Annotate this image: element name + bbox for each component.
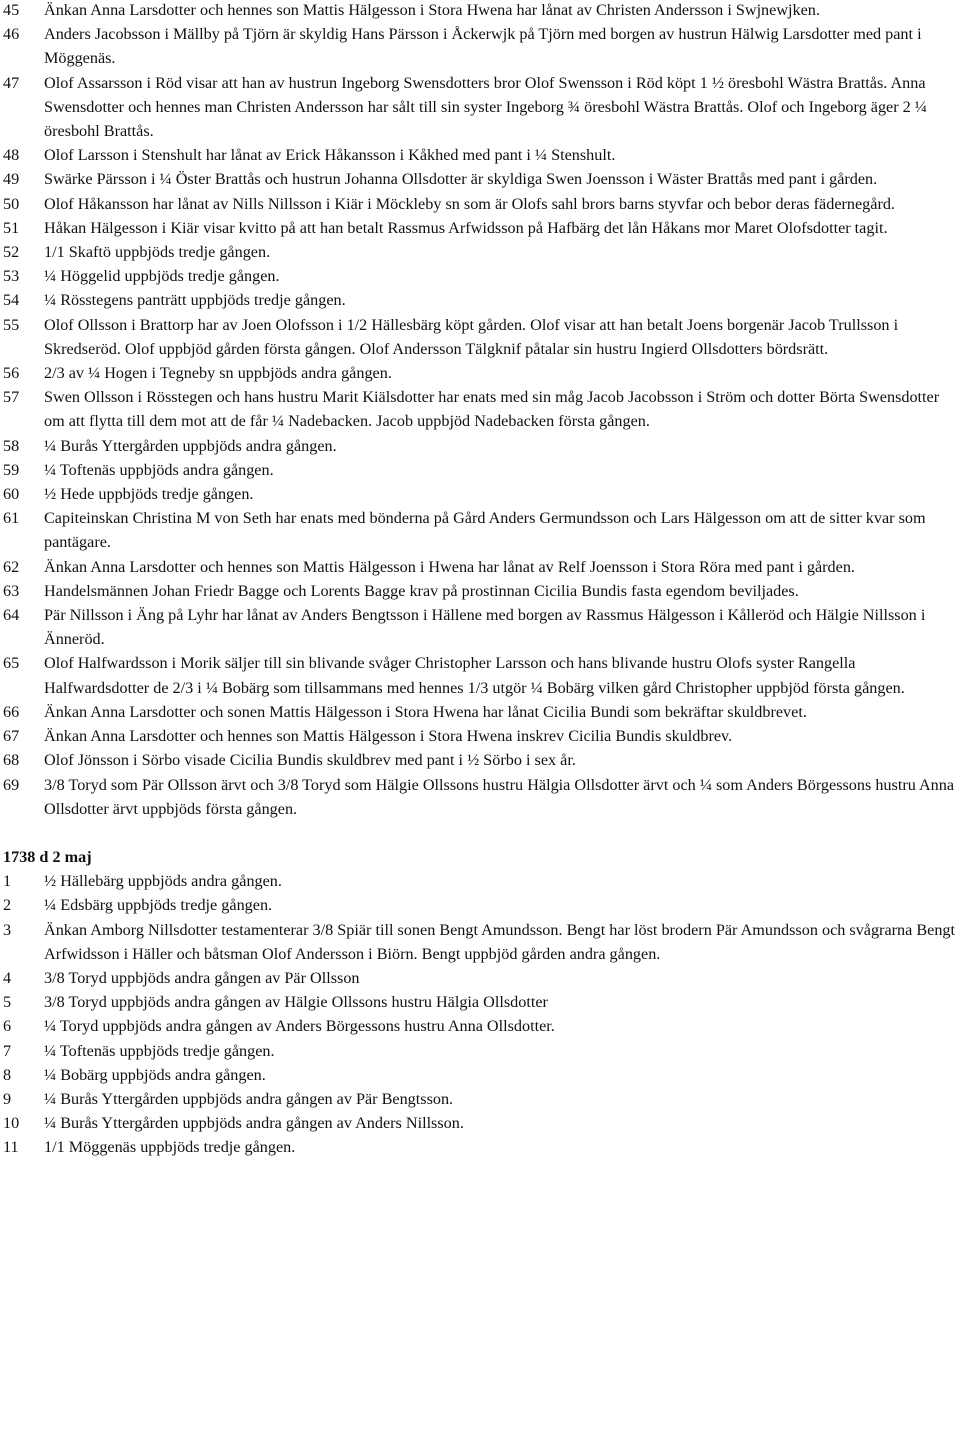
- entry-number: 49: [3, 170, 20, 189]
- entry-text: ¼ Toftenäs uppbjöds andra gången.: [44, 460, 274, 479]
- entry-number: 69: [3, 775, 20, 794]
- entry-number: 62: [3, 557, 20, 576]
- entry-row: [0, 990, 960, 1014]
- entry-text: Pär Nillsson i Äng på Lyhr har lånat av Anders Bengtsson i Hällene med borgen av Rassmus Hälgesson i Kålleröd och Hälgie Nillsson i Änneröd.: [44, 606, 926, 649]
- entry-number: 5: [3, 993, 12, 1012]
- entry-text: Swärke Pärsson i ¼ Öster Brattås och hustrun Johanna Ollsdotter är skyldiga Swen Joensson i Wäster Brattås med pant i gården.: [44, 170, 878, 189]
- entry-row: [0, 361, 960, 385]
- entry-number: 55: [3, 315, 20, 334]
- entry-text: Olof Assarsson i Röd visar att han av hustrun Ingeborg Swensdotters bror Olof Swensson i Röd köpt 1 ½ öresbohl Wästra Brattås. Anna Swensdotter och hennes man Christen Andersson har sålt till sin syster Ingeborg ¾ öresbohl Wästra Brattås. Olof och Ingeborg äger 2 ¼ öresbohl Brattås.: [44, 73, 927, 141]
- entry-text: Änkan Anna Larsdotter och hennes son Mattis Hälgesson i Stora Hwena har lånat av Christen Andersson i Swjnewjken.: [44, 1, 820, 19]
- entry-number: 8: [3, 1065, 12, 1084]
- entry-number: 47: [3, 73, 20, 92]
- entry-number: 57: [3, 388, 20, 407]
- entry-number: 4: [3, 968, 12, 987]
- entry-number: 9: [3, 1089, 12, 1108]
- entry-text: 2/3 av ¼ Hogen i Tegneby sn uppbjöds andra gången.: [44, 364, 392, 383]
- entry-row: [0, 918, 960, 966]
- entry-number: 56: [3, 364, 20, 383]
- entry-text: ¼ Burås Yttergården uppbjöds andra gången av Pär Bengtsson.: [44, 1089, 454, 1108]
- entry-number: 51: [3, 218, 20, 237]
- entry-row: [0, 579, 960, 603]
- entry-number: 66: [3, 702, 20, 721]
- entry-row: [0, 1111, 960, 1135]
- entry-row: [0, 1014, 960, 1038]
- entry-row: [0, 724, 960, 748]
- entry-row: [0, 0, 960, 22]
- entry-text: 3/8 Toryd uppbjöds andra gången av Hälgie Ollssons hustru Hälgia Ollsdotter: [44, 993, 548, 1012]
- entry-text: ¼ Bobärg uppbjöds andra gången.: [44, 1065, 266, 1084]
- entry-row: [0, 167, 960, 191]
- entry-row: [0, 192, 960, 216]
- entry-number: 45: [3, 1, 20, 19]
- entry-row: [0, 603, 960, 651]
- entry-text: Olof Larsson i Stenshult har lånat av Erick Håkansson i Kåkhed med pant i ¼ Stenshult.: [44, 146, 616, 165]
- entry-number: 46: [3, 25, 20, 44]
- entry-number: 65: [3, 654, 20, 673]
- entry-row: [0, 71, 960, 144]
- entry-number: 7: [3, 1041, 12, 1060]
- entry-text: Änkan Anna Larsdotter och sonen Mattis Hälgesson i Stora Hwena har lånat Cicilia Bundi som bekräftar skuldbrevet.: [44, 702, 807, 721]
- entry-row: [0, 506, 960, 554]
- entry-row: [0, 22, 960, 70]
- entry-row: [0, 869, 960, 893]
- entry-number: 2: [3, 896, 12, 915]
- entry-number: 53: [3, 267, 20, 286]
- entry-number: 1: [3, 872, 12, 891]
- entry-row: [0, 143, 960, 167]
- entry-text: 3/8 Toryd som Pär Ollsson ärvt och 3/8 Toryd som Hälgie Ollssons hustru Hälgia Ollsdotter ärvt och ¼ som Anders Börgessons hustru Anna Ollsdotter ärvt uppbjöds första gången.: [44, 775, 955, 818]
- entry-text: Änkan Anna Larsdotter och hennes son Mattis Hälgesson i Stora Hwena inskrev Cicilia Bundis skuldbrev.: [44, 727, 733, 746]
- entry-number: 11: [3, 1138, 19, 1157]
- entry-text: ¼ Edsbärg uppbjöds tredje gången.: [44, 896, 273, 915]
- entry-text: Olof Ollsson i Brattorp har av Joen Olofsson i 1/2 Hällesbärg köpt gården. Olof visar att han betalt Joens borgenär Jacob Trullsson i Skredseröd. Olof uppbjöd gården första gången. Olof Andersson Tälgknif påtalar sin hustru Ingierd Ollsdotters bördsrätt.: [44, 315, 899, 358]
- entry-text: ¼ Toryd uppbjöds andra gången av Anders Börgessons hustru Anna Ollsdotter.: [44, 1017, 555, 1036]
- entry-row: [0, 1135, 960, 1159]
- entry-row: [0, 240, 960, 264]
- entry-number: 63: [3, 581, 20, 600]
- entry-number: 59: [3, 460, 20, 479]
- entry-number: 48: [3, 146, 20, 165]
- entry-text: Capiteinskan Christina M von Seth har enats med bönderna på Gård Anders Germundsson och Lars Hälgesson om att de sitter kvar som pantägare.: [44, 509, 926, 552]
- entry-text: 1/1 Skaftö uppbjöds tredje gången.: [44, 243, 271, 262]
- entry-row: [0, 966, 960, 990]
- entry-number: 3: [3, 920, 12, 939]
- entry-text: ¼ Rösstegens panträtt uppbjöds tredje gången.: [44, 291, 346, 310]
- entries-section-2: [0, 869, 960, 1159]
- date-heading: 1738 d 2 maj: [3, 847, 92, 866]
- entry-row: [0, 700, 960, 724]
- entry-row: [0, 482, 960, 506]
- entry-text: Olof Jönsson i Sörbo visade Cicilia Bundis skuldbrev med pant i ½ Sörbo i sex år.: [44, 751, 576, 770]
- entry-row: [0, 434, 960, 458]
- entry-number: 50: [3, 194, 20, 213]
- entry-text: Änkan Anna Larsdotter och hennes son Mattis Hälgesson i Hwena har lånat av Relf Joensson i Stora Röra med pant i gården.: [44, 557, 855, 576]
- entry-text: Handelsmännen Johan Friedr Bagge och Lorents Bagge krav på prostinnan Cicilia Bundis fasta egendom beviljades.: [44, 581, 799, 600]
- entry-row: [0, 458, 960, 482]
- entry-row: [0, 264, 960, 288]
- entry-row: [0, 651, 960, 699]
- entry-number: 67: [3, 727, 20, 746]
- entry-text: ¼ Höggelid uppbjöds tredje gången.: [44, 267, 280, 286]
- entry-row: [0, 313, 960, 361]
- entry-number: 58: [3, 436, 20, 455]
- entry-text: Swen Ollsson i Rösstegen och hans hustru Marit Kiälsdotter har enats med sin måg Jacob Jacobsson i Ström och dotter Börta Swensdotter om att flytta till dem mot att de får ¼ Nadebacken. Jacob uppbjöd Nadebacken första gången.: [44, 388, 940, 431]
- entry-text: Änkan Amborg Nillsdotter testamenterar 3/8 Spiär till sonen Bengt Amundsson. Bengt har löst brodern Pär Amundsson och svågrarna Bengt Arfwidsson i Häller och båtsman Olof Andersson i Biörn. Bengt uppbjöd gården andra gången.: [44, 920, 956, 963]
- entry-row: [0, 773, 960, 821]
- entry-row: [0, 216, 960, 240]
- entry-text: Olof Håkansson har lånat av Nills Nillsson i Kiär i Möckleby sn som är Olofs sahl brors barns styvfar och bebor deras fädernegård.: [44, 194, 895, 213]
- entry-text: Håkan Hälgesson i Kiär visar kvitto på att han betalt Rassmus Arfwidsson på Hafbärg det lån Håkans mor Maret Olofsdotter tagit.: [44, 218, 888, 237]
- entry-text: ¼ Toftenäs uppbjöds tredje gången.: [44, 1041, 275, 1060]
- entry-row: [0, 893, 960, 917]
- entry-text: ¼ Burås Yttergården uppbjöds andra gången.: [44, 436, 337, 455]
- entry-number: 10: [3, 1114, 20, 1133]
- entry-text: 1/1 Möggenäs uppbjöds tredje gången.: [44, 1138, 296, 1157]
- entry-row: [0, 1039, 960, 1063]
- entry-text: Anders Jacobsson i Mällby på Tjörn är skyldig Hans Pärsson i Åckerwjk på Tjörn med borgen av hustrun Hälwig Larsdotter med pant i Möggenäs.: [44, 25, 922, 68]
- entry-number: 64: [3, 606, 20, 625]
- entry-text: ½ Hällebärg uppbjöds andra gången.: [44, 872, 282, 891]
- entry-number: 60: [3, 485, 20, 504]
- entry-row: [0, 288, 960, 312]
- entry-text: Olof Halfwardsson i Morik säljer till sin blivande svåger Christopher Larsson och hans blivande hustru Olofs syster Rangella Halfwardsdotter de 2/3 i ¼ Bobärg som tillsammans med hennes 1/3 utgör ¼ Bobärg vilken gård Christopher uppbjöd första gången.: [44, 654, 905, 697]
- entry-number: 68: [3, 751, 20, 770]
- entry-number: 61: [3, 509, 20, 528]
- entry-row: [0, 1087, 960, 1111]
- entry-text: ½ Hede uppbjöds tredje gången.: [44, 485, 254, 504]
- entry-number: 6: [3, 1017, 12, 1036]
- entry-row: [0, 555, 960, 579]
- entry-text: 3/8 Toryd uppbjöds andra gången av Pär Ollsson: [44, 968, 360, 987]
- entry-row: [0, 1063, 960, 1087]
- entry-number: 54: [3, 291, 20, 310]
- entry-row: [0, 748, 960, 772]
- section-spacer: [0, 821, 960, 845]
- entry-text: ¼ Burås Yttergården uppbjöds andra gången av Anders Nillsson.: [44, 1114, 464, 1133]
- entry-number: 52: [3, 243, 20, 262]
- entry-row: [0, 385, 960, 433]
